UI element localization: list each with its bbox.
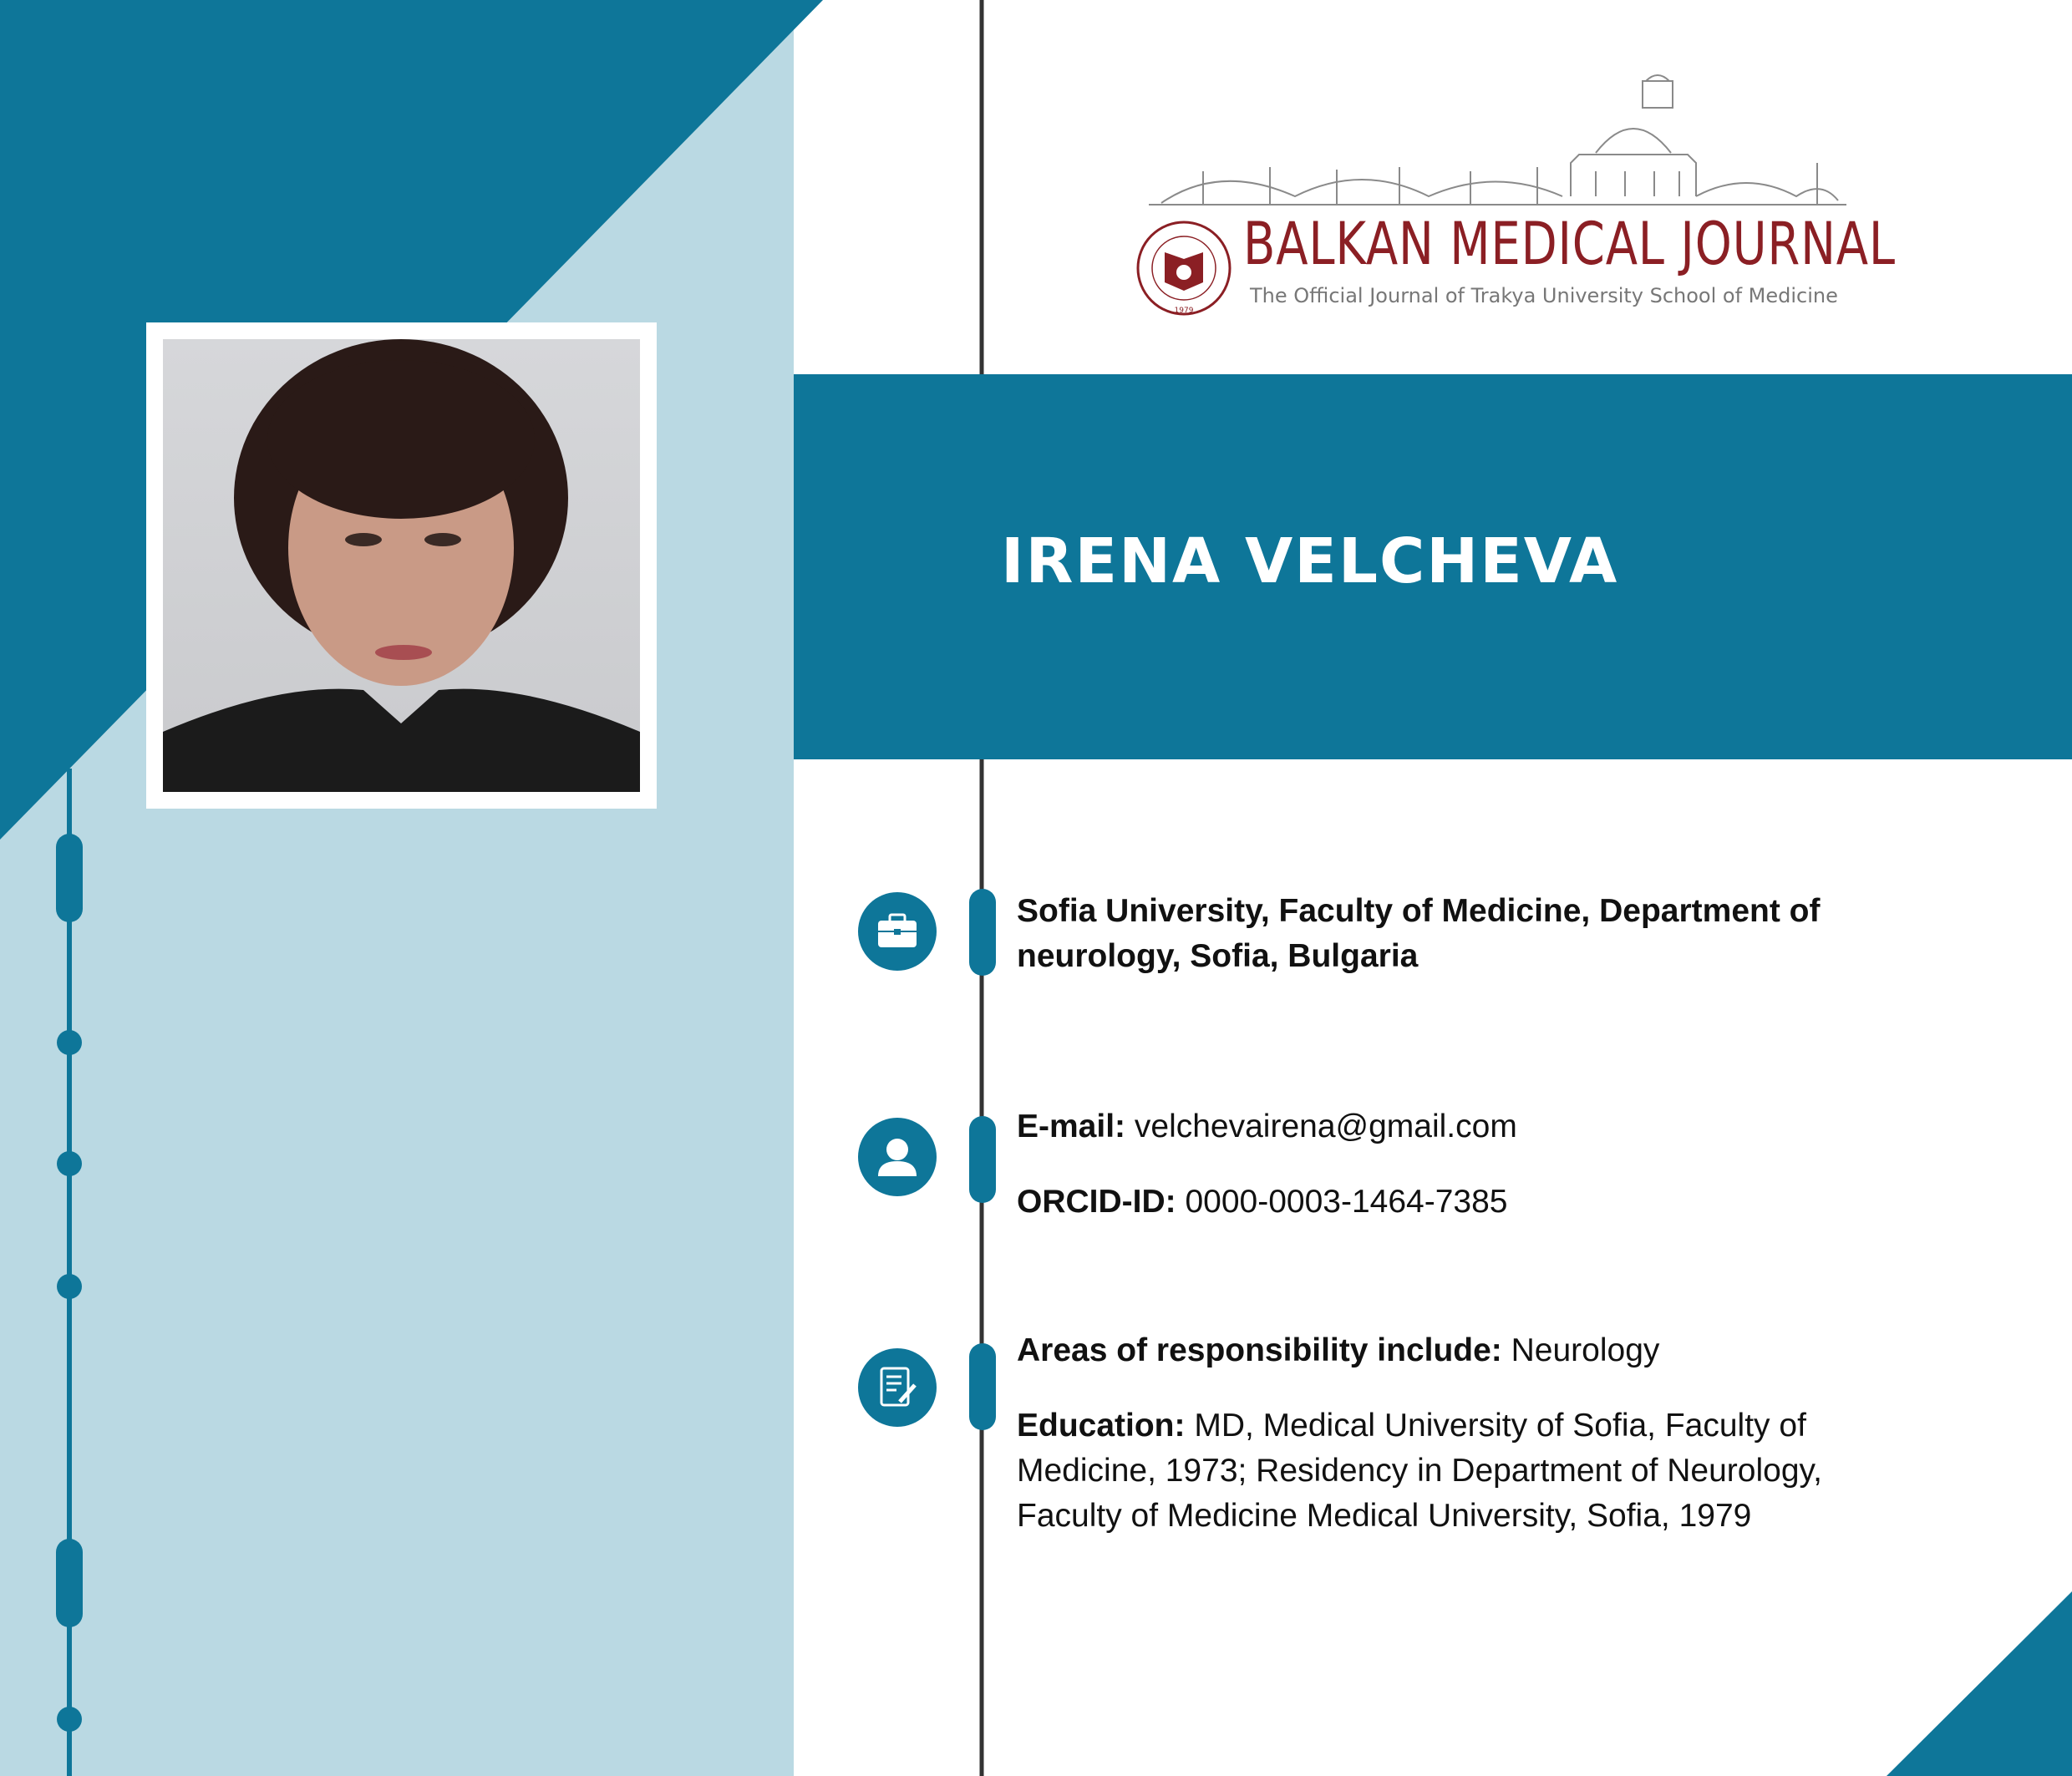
orcid-line [1017, 1180, 1927, 1225]
education-line [1017, 1403, 1911, 1539]
education-value: MD, Medical University of Sofia, Faculty of Medicine, 1973; Residency in Department of Neurology, Faculty of Medicine Medical University, Sofia, 1979 [1017, 1408, 1822, 1534]
affiliation-text: Sofia University, Faculty of Medicine, Department of neurology, Sofia, Bulgaria [1017, 893, 1821, 974]
areas-label: Areas of responsibility include: [1017, 1332, 1502, 1368]
portrait-photo [163, 339, 640, 792]
areas-line [1017, 1328, 1927, 1373]
document-edit-icon [858, 1348, 937, 1427]
user-icon-badge [858, 1118, 937, 1196]
document-edit-icon-badge [858, 1348, 937, 1427]
portrait-frame [146, 322, 657, 809]
briefcase-icon-badge [858, 892, 937, 971]
person-name: IRENA VELCHEVA [1001, 525, 1619, 597]
email-label: E-mail: [1017, 1109, 1126, 1144]
journal-title: BALKAN MEDICAL JOURNAL [1243, 210, 1896, 278]
user-icon [858, 1118, 937, 1196]
dome-skyline-logo [1145, 71, 1848, 213]
education-label: Education: [1017, 1408, 1186, 1444]
svg-text:1979: 1979 [1174, 307, 1194, 315]
orcid-label: ORCID-ID: [1017, 1184, 1176, 1220]
orcid-value: 0000-0003-1464-7385 [1185, 1184, 1508, 1220]
email-line [1017, 1104, 1927, 1149]
areas-value: Neurology [1511, 1332, 1660, 1368]
briefcase-icon [858, 892, 937, 971]
journal-subtitle: The Official Journal of Trakya University School of Medicine [1250, 284, 1838, 307]
journal-seal-icon [1135, 219, 1233, 317]
email-value: velchevairena@gmail.com [1134, 1109, 1517, 1144]
